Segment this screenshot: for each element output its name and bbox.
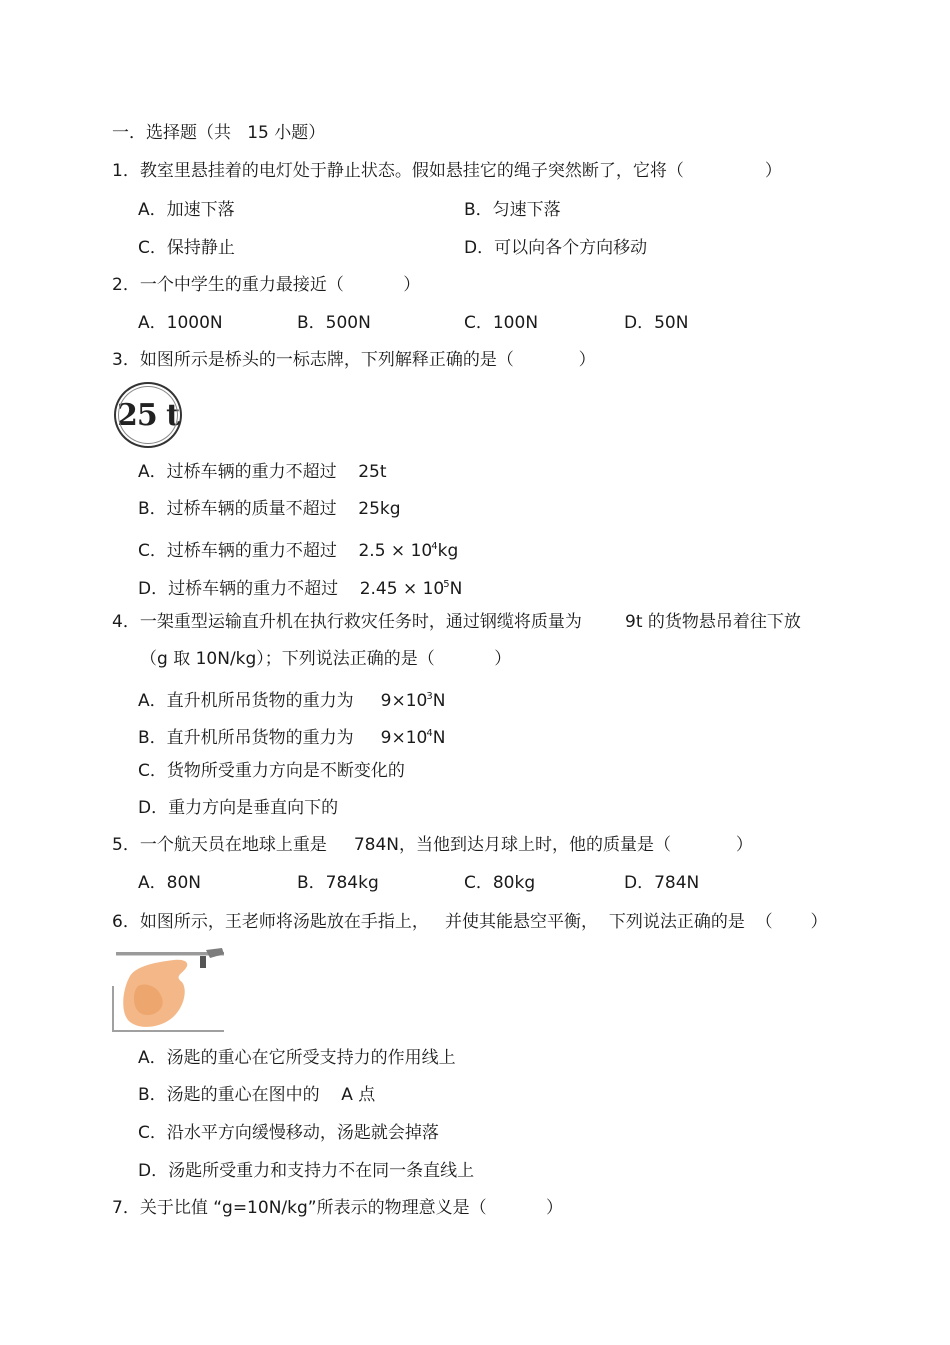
question-4-option-d[interactable]: D．重力方向是垂直向下的 [138,798,339,818]
exponent: 3 [426,691,433,702]
question-6-stem: 6．如图所示，王老师将汤匙放在手指上， 并使其能悬空平衡， 下列说法正确的是 （ ） [112,912,828,932]
question-6-option-b[interactable]: B．汤匙的重心在图中的 A 点 [138,1085,376,1105]
question-5-option-b[interactable]: B．784kg [297,873,379,893]
question-1-option-d[interactable]: D．可以向各个方向移动 [464,238,648,258]
question-2-option-b[interactable]: B．500N [297,313,371,333]
spoon-handle-shadow [116,955,224,956]
question-7-stem: 7．关于比值 “g=10N/kg”所表示的物理意义是（ ） [112,1198,564,1218]
question-1-option-c[interactable]: C．保持静止 [138,238,235,258]
question-4-option-a[interactable]: A．直升机所吊货物的重力为 $9\times 10^3N$ [138,691,446,711]
question-3-option-b[interactable]: B．过桥车辆的质量不超过 25kg [138,499,401,519]
question-3-option-a[interactable]: A．过桥车辆的重力不超过 25t [138,462,387,482]
question-2-option-a[interactable]: A．1000N [138,313,223,333]
exponent: 4 [426,728,433,739]
question-4-option-c[interactable]: C．货物所受重力方向是不断变化的 [138,761,405,781]
question-1-stem: 1．教室里悬挂着的电灯处于静止状态。假如悬挂它的绳子突然断了，它将（ ） [112,161,782,181]
question-6-option-a[interactable]: A．汤匙的重心在它所受支持力的作用线上 [138,1048,456,1068]
spoon-tip [206,948,224,958]
question-2-stem: 2．一个中学生的重力最接近（ ） [112,275,421,295]
spoon-on-finger-figure [112,946,232,1034]
question-4-stem-line-2: （g 取 10N/kg）；下列说法正确的是（ ） [140,649,512,669]
question-5-option-c[interactable]: C．80kg [464,873,536,893]
question-1-option-a[interactable]: A．加速下落 [138,200,235,220]
figure-bottom-border [112,1030,224,1032]
exponent: 5 [443,579,450,590]
exponent: 4 [431,541,438,552]
question-3-option-d[interactable]: D．过桥车辆的重力不超过 $2.45 \times 10^5N$ [138,579,463,599]
bridge-sign-text: 25 t [116,397,180,433]
section-title: 一．选择题（共 15 小题） [112,123,326,143]
question-3-stem: 3．如图所示是桥头的一标志牌，下列解释正确的是（ ） [112,350,596,370]
question-6-option-c[interactable]: C．沿水平方向缓慢移动，汤匙就会掉落 [138,1123,439,1143]
question-1-option-b[interactable]: B．匀速下落 [464,200,561,220]
question-3-option-c[interactable]: C．过桥车辆的重力不超过 $2.5 \times 10^4kg$ [138,541,459,561]
figure-left-border [112,986,114,1032]
question-5-option-a[interactable]: A．80N [138,873,201,893]
question-2-option-c[interactable]: C．100N [464,313,539,333]
bridge-sign-inner-ring [118,386,178,444]
finger-pivot [200,956,206,968]
question-4-stem-line-1: 4．一架重型运输直升机在执行救灾任务时，通过钢缆将质量为 9t 的货物悬吊着往下放 [112,612,801,632]
question-6-option-d[interactable]: D．汤匙所受重力和支持力不在同一条直线上 [138,1161,475,1181]
question-5-option-d[interactable]: D．784N [624,873,700,893]
question-2-option-d[interactable]: D．50N [624,313,689,333]
question-4-option-b[interactable]: B．直升机所吊货物的重力为 $9\times 10^4N$ [138,728,446,748]
question-5-stem: 5．一个航天员在地球上重是 784N，当他到达月球上时，他的质量是（ ） [112,835,753,855]
